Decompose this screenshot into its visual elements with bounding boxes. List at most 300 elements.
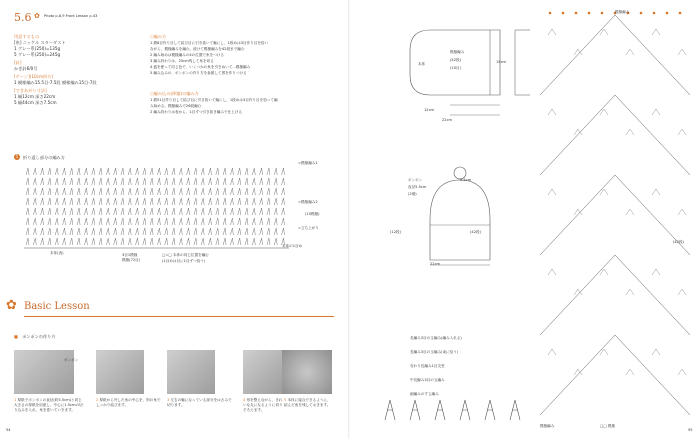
stitch-symbol — [84, 198, 87, 205]
pompon-label: ポンポン — [408, 178, 423, 182]
stitch-symbol — [165, 208, 168, 215]
stitch-symbol — [238, 178, 241, 185]
stitch-symbol — [194, 168, 197, 175]
lace-stitch — [548, 269, 556, 275]
step-text: 厚紙から外した糸の中心を、別の糸でしっかり結びます。 — [96, 398, 161, 407]
stitch-symbol — [223, 188, 226, 195]
stitch-symbol — [143, 198, 146, 205]
step-photo-5 — [282, 350, 332, 394]
stitch-symbol — [114, 208, 117, 215]
legend-item: 長編み3目の玉編み(編み入れる) — [410, 336, 462, 340]
stitch-symbol — [267, 198, 270, 205]
stitch-symbol — [99, 218, 102, 225]
dim-label: (42段) — [450, 58, 461, 62]
stitch-symbol — [63, 238, 66, 245]
chart-heading: 折り返し部分の編み方 — [23, 155, 65, 160]
stitch-symbol — [33, 178, 36, 185]
stitch-symbol — [106, 178, 109, 185]
stitch-symbol — [187, 238, 190, 245]
stitch-symbol — [172, 168, 175, 175]
stitch-symbol — [70, 218, 73, 225]
stitch-symbol — [106, 208, 109, 215]
stitch-symbol — [179, 208, 182, 215]
step-text: 本体に接合できるように、結んだ糸を残しておきます。 — [284, 398, 331, 407]
flower-cluster-icon: ✿ — [6, 298, 17, 313]
lace-stitch — [652, 109, 660, 115]
stitch-symbol — [121, 168, 124, 175]
stitch-symbol — [92, 188, 95, 195]
stitch-symbol — [238, 198, 241, 205]
diamond-outline — [540, 175, 690, 255]
stitch-symbol — [194, 208, 197, 215]
stitch-symbol — [216, 218, 219, 225]
stitch-symbol — [223, 218, 226, 225]
stitch-symbol — [99, 198, 102, 205]
stitch-symbol — [245, 228, 248, 235]
stitch-symbol — [26, 198, 29, 205]
stitch-symbol — [165, 178, 168, 185]
method-line: 1 鎖8目作り目して結び目に引き抜いて輪にし、1段めは3目作り目を拾い — [150, 41, 269, 45]
stitch-symbol — [165, 238, 168, 245]
legend-symbol-row — [380, 395, 540, 425]
legend-item: 変わり長編み1目交差 — [410, 364, 445, 368]
stitch-symbol — [84, 188, 87, 195]
stitch-symbol — [216, 228, 219, 235]
chart-label: (10模様) — [305, 212, 320, 216]
legend-symbol — [410, 400, 420, 420]
stitch-symbol — [99, 188, 102, 195]
stitch-symbol — [70, 228, 73, 235]
stitch-symbol — [267, 178, 270, 185]
stitch-symbol — [223, 228, 226, 235]
stitch-symbol — [187, 168, 190, 175]
stitch-symbol — [33, 208, 36, 215]
stitch-symbol — [55, 178, 58, 185]
method-line: 4 盛を使って同じ色で、いくつかの糸を引きぬいて...模様編み — [150, 65, 251, 69]
stitch-symbol — [106, 238, 109, 245]
stitch-symbol — [194, 218, 197, 225]
lace-stitch — [652, 269, 660, 275]
stitch-symbol — [274, 168, 277, 175]
stitch-symbol — [63, 208, 66, 215]
top-legend: 模様編み — [615, 10, 630, 14]
stitch-symbol — [114, 198, 117, 205]
lesson-divider — [24, 316, 334, 317]
stitch-symbol — [70, 238, 73, 245]
top-marker-dot — [588, 12, 591, 15]
diamond-outline — [540, 255, 690, 335]
stitch-symbol — [157, 198, 160, 205]
stitch-symbol — [92, 168, 95, 175]
lace-stitch — [574, 369, 582, 375]
stitch-symbol — [143, 208, 146, 215]
stitch-symbol — [194, 198, 197, 205]
chart-label: =模様編み1 — [298, 161, 318, 165]
stitch-symbol — [209, 198, 212, 205]
method-line: 1 鎖51目作り目して結び目に引き抜いて輪にし、1段めは3目作り目を拾って編 — [150, 98, 278, 102]
material-line: [できあがり寸法] — [14, 88, 47, 93]
stitch-symbol — [282, 228, 285, 235]
stitch-symbol — [245, 178, 248, 185]
stitch-symbol — [179, 218, 182, 225]
top-marker-dot — [666, 12, 669, 15]
stitch-symbol — [77, 198, 80, 205]
chart-right-label: 本体の1目め — [282, 244, 303, 248]
step-text: 左右の輪になっている部分をはさみで切ります。 — [167, 398, 232, 407]
right-page — [350, 0, 700, 439]
lace-stitch — [626, 209, 634, 215]
chart-left-label: 本体(表) — [50, 251, 64, 255]
step-2 — [96, 398, 164, 408]
top-marker-dot — [562, 12, 565, 15]
stitch-symbol — [165, 198, 168, 205]
stitch-symbol — [179, 188, 182, 195]
stitch-symbol — [114, 228, 117, 235]
stitch-symbol — [267, 238, 270, 245]
stitch-symbol — [172, 228, 175, 235]
stitch-symbol — [128, 168, 131, 175]
stitch-symbol — [245, 218, 248, 225]
stitch-symbol — [150, 228, 153, 235]
legend-symbol — [385, 400, 395, 420]
stitch-symbol — [121, 198, 124, 205]
stitch-symbol — [41, 208, 44, 215]
stitch-symbol — [157, 208, 160, 215]
stitch-symbol — [230, 188, 233, 195]
stitch-symbol — [63, 228, 66, 235]
stitch-symbol — [238, 188, 241, 195]
top-marker-dot — [575, 12, 578, 15]
step-photo-2 — [96, 350, 144, 394]
legend-symbol — [435, 400, 445, 420]
stitch-symbol — [238, 238, 241, 245]
dim-label: (42段) — [470, 230, 481, 234]
pompon-label: 5.5cm — [460, 178, 472, 182]
stitch-symbol — [70, 188, 73, 195]
stitch-symbol — [136, 208, 139, 215]
stitch-symbol — [252, 188, 255, 195]
method-line: 3 編み終わりは、25cm残して糸を切る — [150, 59, 214, 63]
chart-bottom-label: 3目1模様 — [122, 253, 138, 257]
stitch-symbol — [84, 178, 87, 185]
stitch-symbol — [99, 178, 102, 185]
pompon-subtitle: ポンポンの作り方 — [22, 334, 56, 339]
legend-symbol — [510, 400, 520, 420]
stitch-symbol — [143, 178, 146, 185]
pompon-label: 直径5.5cm — [408, 185, 427, 189]
pattern-subheader: Photo p.8,9 Front Lesson p.43 — [44, 14, 98, 18]
stitch-symbol — [106, 198, 109, 205]
bag-shape-diagram — [390, 20, 550, 130]
lace-stitch — [548, 29, 556, 35]
stitch-symbol — [230, 238, 233, 245]
top-marker-dot — [640, 12, 643, 15]
stitch-symbol — [48, 168, 51, 175]
stitch-symbol — [143, 228, 146, 235]
stitch-symbol — [26, 188, 29, 195]
stitch-symbol — [172, 188, 175, 195]
stitch-symbol — [70, 178, 73, 185]
method-line: 5 編み込みの、ポンポンの作り方を参照して図を作りつける — [150, 71, 247, 75]
stitch-symbol — [26, 238, 29, 245]
material-line: [針] — [14, 60, 22, 65]
stitch-symbol — [209, 218, 212, 225]
stitch-symbol — [150, 168, 153, 175]
dim-label: 模様編み — [450, 50, 465, 54]
page-number-right: 55 — [688, 428, 693, 432]
material-line: 1 幅12cm 深さ22cm — [14, 94, 56, 99]
lace-stitch — [626, 49, 634, 55]
stitch-symbol — [128, 178, 131, 185]
stitch-symbol — [55, 228, 58, 235]
stitch-symbol — [92, 198, 95, 205]
stitch-symbol — [128, 238, 131, 245]
stitch-symbol — [157, 188, 160, 195]
stitch-symbol — [201, 238, 204, 245]
lace-stitch — [652, 189, 660, 195]
stitch-symbol — [267, 208, 270, 215]
stitch-symbol — [179, 198, 182, 205]
stitch-symbol — [252, 198, 255, 205]
stitch-symbol — [99, 228, 102, 235]
lace-stitch — [626, 129, 634, 135]
lace-stitch — [574, 209, 582, 215]
stitch-symbol — [26, 168, 29, 175]
stitch-symbol — [128, 188, 131, 195]
lace-stitch — [678, 209, 686, 215]
stitch-symbol — [33, 188, 36, 195]
material-line: 1 グレー系(250)=135g — [14, 46, 61, 51]
stitch-symbol — [77, 208, 80, 215]
stitch-symbol — [150, 238, 153, 245]
diamond-outline — [540, 95, 690, 175]
stitch-symbol — [201, 178, 204, 185]
step-4 — [243, 398, 283, 413]
stitch-symbol — [48, 178, 51, 185]
step-photo-4 — [243, 350, 283, 394]
stitch-symbol — [150, 198, 153, 205]
stitch-symbol — [209, 238, 212, 245]
stitch-symbol — [187, 198, 190, 205]
stitch-symbol — [209, 228, 212, 235]
stitch-symbol — [136, 198, 139, 205]
stitch-symbol — [230, 218, 233, 225]
stitch-symbol — [55, 218, 58, 225]
stitch-symbol — [84, 218, 87, 225]
stitch-symbol — [267, 218, 270, 225]
stitch-symbol — [150, 218, 153, 225]
stitch-symbol — [187, 228, 190, 235]
stitch-symbol — [216, 168, 219, 175]
stitch-symbol — [274, 228, 277, 235]
stitch-symbol — [201, 228, 204, 235]
stitch-symbol — [216, 188, 219, 195]
method-line: 2 編み終わりは表から、1目ずつ引き抜き編みで仕上げる — [150, 110, 242, 114]
stitch-symbol — [179, 178, 182, 185]
stitch-symbol — [92, 178, 95, 185]
stitch-symbol — [121, 238, 124, 245]
step-3 — [167, 398, 235, 408]
stitch-symbol — [252, 178, 255, 185]
chart-bottom-note: □□ 模様 — [600, 424, 616, 428]
material-line: 5 グレー系(250)=245g — [14, 52, 61, 57]
stitch-symbol — [41, 228, 44, 235]
stitch-symbol — [179, 228, 182, 235]
stitch-symbol — [223, 208, 226, 215]
stitch-symbol — [99, 238, 102, 245]
lace-stitch — [548, 349, 556, 355]
stitch-symbol — [260, 178, 263, 185]
lace-stitch — [678, 129, 686, 135]
stitch-symbol — [267, 228, 270, 235]
stitch-symbol — [194, 188, 197, 195]
stitch-symbol — [245, 188, 248, 195]
stitch-symbol — [55, 198, 58, 205]
stitch-symbol — [48, 238, 51, 245]
stitch-symbol — [209, 168, 212, 175]
stitch-symbol — [216, 208, 219, 215]
right-label: (42段) — [673, 240, 684, 244]
stitch-symbol — [245, 198, 248, 205]
step-number: 3 — [167, 398, 170, 402]
lace-stitch — [652, 29, 660, 35]
stitch-symbol — [121, 178, 124, 185]
stitch-symbol — [70, 198, 73, 205]
stitch-symbol — [63, 178, 66, 185]
stitch-symbol — [252, 228, 255, 235]
stitch-symbol — [84, 238, 87, 245]
stitch-symbol — [282, 198, 285, 205]
stitch-symbol — [216, 178, 219, 185]
chart-note: □=□ 本体の同じ位置を編む — [162, 253, 209, 257]
stitch-symbol — [26, 178, 29, 185]
chart-note: (1目めは目に1目ずつ拾う) — [162, 259, 206, 263]
stitch-symbol — [165, 188, 168, 195]
stitch-symbol — [26, 218, 29, 225]
stitch-symbol — [99, 168, 102, 175]
stitch-symbol — [150, 178, 153, 185]
pompon-bullet-icon: ■ — [14, 334, 18, 339]
stitch-symbol — [121, 218, 124, 225]
stitch-symbol — [165, 228, 168, 235]
method-heading-2: ○編み込み(伸縮)の編み方 — [150, 91, 199, 96]
stitch-symbol — [41, 198, 44, 205]
stitch-symbol — [143, 188, 146, 195]
stitch-symbol — [223, 238, 226, 245]
stitch-symbol — [77, 168, 80, 175]
stitch-symbol — [201, 198, 204, 205]
stitch-symbol — [274, 198, 277, 205]
material-line: かぎ針6/0号 — [14, 66, 38, 71]
lace-stitch — [548, 109, 556, 115]
legend-symbol — [485, 400, 495, 420]
stitch-symbol — [209, 188, 212, 195]
stitch-symbol — [77, 228, 80, 235]
stitch-symbol — [106, 218, 109, 225]
stitch-symbol — [223, 178, 226, 185]
stitch-symbol — [63, 218, 66, 225]
stitch-symbol — [136, 228, 139, 235]
stitch-symbol — [274, 178, 277, 185]
chart-circle-number: 5 — [15, 154, 19, 159]
stitch-symbol — [55, 238, 58, 245]
stitch-symbol — [216, 238, 219, 245]
dim-label: (10目) — [450, 66, 461, 70]
method-line: ながら、模様編みを編む。続けて模様編みを42段まで編む — [150, 47, 245, 51]
lace-stitch — [678, 289, 686, 295]
stitch-symbol — [187, 218, 190, 225]
stitch-symbol — [70, 168, 73, 175]
stitch-symbol — [187, 178, 190, 185]
stitch-symbol — [282, 168, 285, 175]
stitch-symbol — [150, 208, 153, 215]
stitch-symbol — [260, 188, 263, 195]
stitch-symbol — [172, 178, 175, 185]
stitch-symbol — [143, 218, 146, 225]
step-text: 形を整えながら、きれいな丸になるように切りそろえます。 — [243, 398, 283, 412]
stitch-symbol — [26, 208, 29, 215]
stitch-symbol — [260, 198, 263, 205]
diamond-lace-chart — [540, 10, 690, 420]
stitch-symbol — [157, 178, 160, 185]
stitch-symbol — [128, 218, 131, 225]
stitch-symbol — [165, 218, 168, 225]
stitch-symbol — [84, 228, 87, 235]
method-line: 2 編み始めは模様編みの4の位置で糸をつける — [150, 53, 224, 57]
stitch-symbol — [230, 208, 233, 215]
right-label: 模様編み — [540, 424, 555, 428]
material-line: 1 模様編み15.5目-7.5段 模様編み15目-7段 — [14, 80, 97, 85]
stitch-symbol — [99, 208, 102, 215]
dim-label: (12段) — [390, 230, 401, 234]
stitch-symbol — [260, 208, 263, 215]
stitch-symbol — [252, 168, 255, 175]
stitch-symbol — [84, 168, 87, 175]
stitch-symbol — [238, 228, 241, 235]
step-photo-1 — [14, 350, 74, 394]
stitch-symbol — [245, 238, 248, 245]
stitch-symbol — [114, 188, 117, 195]
method-heading: ○編み方 — [150, 34, 167, 39]
stitch-symbol — [260, 168, 263, 175]
stitch-symbol — [179, 168, 182, 175]
stitch-symbol — [223, 198, 226, 205]
stitch-symbol — [165, 168, 168, 175]
top-marker-dot — [679, 12, 682, 15]
stitch-symbol — [77, 178, 80, 185]
stitch-symbol — [194, 238, 197, 245]
chart-bottom-label: 模様(72目) — [122, 258, 141, 262]
basic-lesson-title: Basic Lesson — [24, 301, 90, 312]
lace-stitch — [626, 289, 634, 295]
stitch-symbol — [106, 168, 109, 175]
stitch-symbol — [274, 218, 277, 225]
step-text: 厚紙でポンポンの直径(約5.5cm)と同じ大きさの厚紙を用意し、中心に1.5cmの切り込みを入れ、糸を巻いていきます。 — [14, 398, 83, 412]
stitch-symbol — [136, 178, 139, 185]
step-1 — [14, 398, 84, 413]
stitch-symbol — [187, 208, 190, 215]
stitch-symbol — [63, 198, 66, 205]
diamond-outline — [540, 15, 690, 95]
stitch-symbol — [282, 188, 285, 195]
stitch-symbol — [143, 168, 146, 175]
lace-stitch — [678, 49, 686, 55]
material-line: 5 幅44cm 深さ7.5cm — [14, 100, 57, 105]
lace-stitch — [548, 189, 556, 195]
legend-symbol — [460, 400, 470, 420]
stitch-symbol — [41, 178, 44, 185]
stitch-symbol — [77, 218, 80, 225]
